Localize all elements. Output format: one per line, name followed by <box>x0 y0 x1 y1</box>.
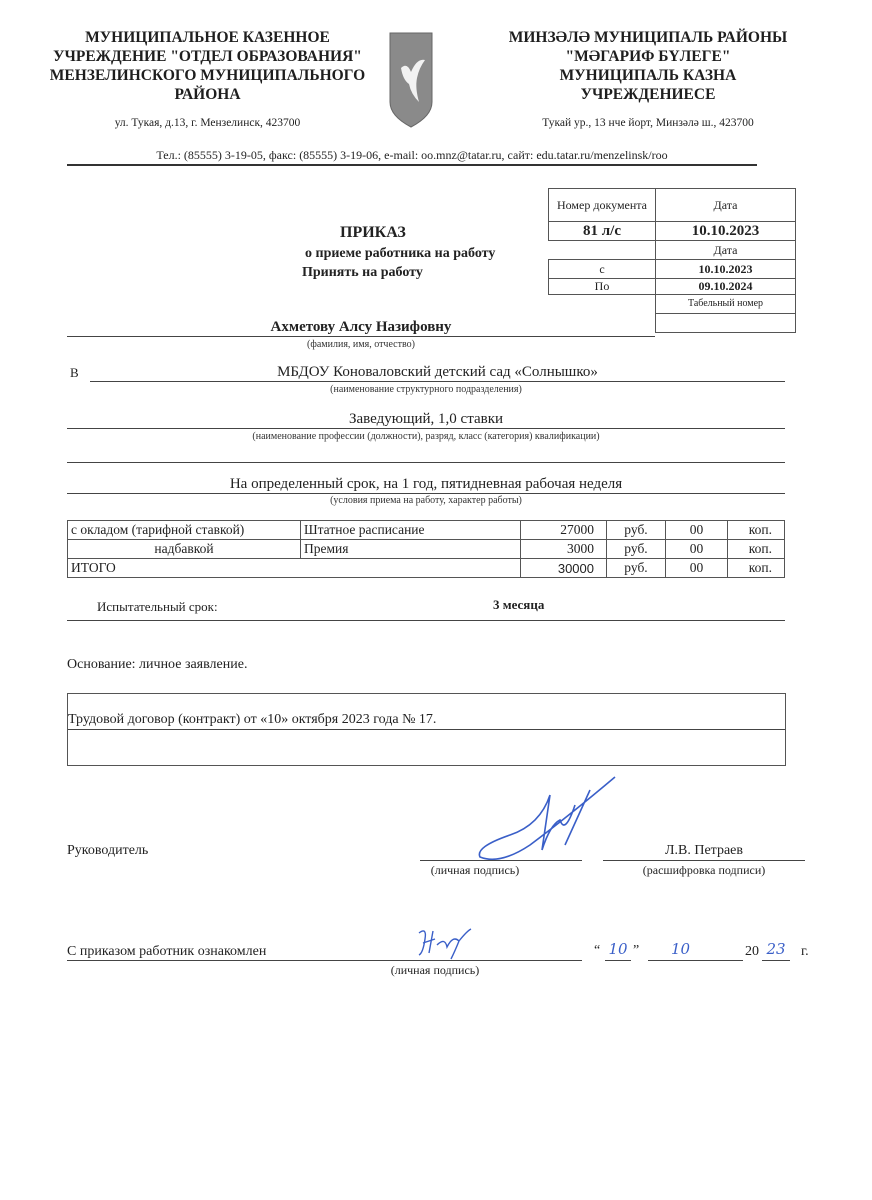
head-signature <box>470 775 620 870</box>
rule <box>67 493 785 494</box>
probation-value: 3 месяца <box>493 597 545 612</box>
tab-number <box>656 313 796 332</box>
salary-basis: Штатное расписание <box>301 521 521 540</box>
right-org-line: МИНЗӘЛӘ МУНИЦИПАЛЬ РАЙОНЫ <box>508 29 788 46</box>
right-address: Тукай ур., 13 нче йорт, Минзәлә ш., 423700 <box>542 117 754 129</box>
salary-kop: 00 <box>666 540 728 559</box>
rule <box>762 960 790 961</box>
contract-text: Трудовой договор (контракт) от «10» октября 2023 года № 17. <box>68 712 437 727</box>
doc-date-label: Дата <box>656 189 796 222</box>
salary-label: надбавкой <box>68 540 301 559</box>
order-action: Принять на работу <box>302 265 423 280</box>
ack-month: 10 <box>670 940 691 958</box>
kop-label: коп. <box>728 521 785 540</box>
basis: Основание: личное заявление. <box>67 657 248 672</box>
rule <box>420 860 582 861</box>
coat-of-arms-icon <box>389 32 433 128</box>
rub-label: руб. <box>607 559 666 578</box>
right-org-line: "МӘГАРИФ БҮЛЕГЕ" <box>565 48 731 65</box>
rule <box>603 860 805 861</box>
left-org-line: РАЙОНА <box>174 86 241 103</box>
head-name-caption: (расшифровка подписи) <box>642 863 766 877</box>
in-label: В <box>70 365 79 380</box>
salary-kop: 00 <box>666 521 728 540</box>
ack-sign-caption: (личная подпись) <box>390 963 480 977</box>
conditions: На определенный срок, на 1 год, пятидневная рабочая неделя <box>229 476 623 492</box>
to-label: По <box>549 279 656 295</box>
doc-number-label: Номер документа <box>549 189 656 222</box>
to-date: 09.10.2024 <box>656 279 796 295</box>
rule <box>90 381 785 382</box>
salary-rub: 30000 <box>521 559 607 578</box>
from-date: 10.10.2023 <box>656 260 796 279</box>
right-org-line: МУНИЦИПАЛЬ КАЗНА <box>559 67 737 84</box>
order-title: ПРИКАЗ <box>340 224 406 241</box>
position-caption: (наименование профессии (должности), разряд, класс (категория) квалификации) <box>252 431 600 442</box>
order-subtitle: о приеме работника на работу <box>305 246 496 261</box>
head-label: Руководитель <box>67 843 149 858</box>
rule <box>67 960 582 961</box>
employee-signature <box>415 925 475 966</box>
ack-year-suffix: 23 <box>766 940 786 958</box>
left-org-line: УЧРЕЖДЕНИЕ "ОТДЕЛ ОБРАЗОВАНИЯ" <box>53 48 362 65</box>
rule <box>67 428 785 429</box>
position: Заведующий, 1,0 ставки <box>348 411 504 427</box>
salary-total-row <box>68 559 785 578</box>
document-info-table <box>548 188 796 333</box>
header-rule <box>67 164 757 166</box>
ack-label: С приказом работник ознакомлен <box>67 944 267 959</box>
right-org-line: УЧРЕЖДЕНИЕСЕ <box>580 86 716 103</box>
ack-day: 10 <box>608 940 628 958</box>
open-quote: “ <box>594 943 601 958</box>
employee-name: Ахметову Алсу Назифовну <box>270 319 452 335</box>
rub-label: руб. <box>607 540 666 559</box>
contract-box <box>67 693 786 766</box>
left-address: ул. Тукая, д.13, г. Мензелинск, 423700 <box>114 117 301 129</box>
probation-label: Испытательный срок: <box>97 599 218 614</box>
rule <box>67 462 785 463</box>
year-label: г. <box>801 944 809 959</box>
from-label: с <box>549 260 656 279</box>
kop-label: коп. <box>728 540 785 559</box>
rule <box>67 620 785 621</box>
left-org-line: МУНИЦИПАЛЬНОЕ КАЗЕННОЕ <box>85 29 330 46</box>
left-org-line: МЕНЗЕЛИНСКОГО МУНИЦИПАЛЬНОГО <box>49 67 366 84</box>
doc-date: 10.10.2023 <box>656 222 796 241</box>
right-org-name <box>480 28 816 104</box>
salary-rub: 27000 <box>521 521 607 540</box>
salary-rub: 3000 <box>521 540 607 559</box>
rule <box>605 960 631 961</box>
doc-number: 81 л/с <box>549 222 656 241</box>
tab-number-label: Табельный номер <box>656 295 796 314</box>
conditions-caption: (условия приема на работу, характер работы) <box>330 495 522 506</box>
ack-year-prefix: 20 <box>745 944 759 959</box>
contacts: Тел.: (85555) 3-19-05, факс: (85555) 3-19-06, e-mail: oo.mnz@tatar.ru, сайт: edu.tatar.ru/menzelinsk/roo <box>156 148 668 162</box>
salary-row <box>68 521 785 540</box>
rule <box>68 729 785 730</box>
period-date-label: Дата <box>656 241 796 260</box>
department: МБДОУ Коноваловский детский сад «Солнышко» <box>277 364 598 380</box>
rub-label: руб. <box>607 521 666 540</box>
close-quote: ” <box>633 943 640 958</box>
salary-label: ИТОГО <box>68 559 521 578</box>
head-sign-caption: (личная подпись) <box>430 863 520 877</box>
salary-row <box>68 540 785 559</box>
rule <box>67 336 655 337</box>
salary-label: с окладом (тарифной ставкой) <box>68 521 301 540</box>
department-caption: (наименование структурного подразделения) <box>330 384 522 395</box>
rule <box>648 960 743 961</box>
head-name: Л.В. Петраев <box>665 843 743 858</box>
name-caption: (фамилия, имя, отчество) <box>307 339 415 350</box>
salary-kop: 00 <box>666 559 728 578</box>
salary-table <box>67 520 785 578</box>
salary-basis: Премия <box>301 540 521 559</box>
kop-label: коп. <box>728 559 785 578</box>
left-org-name <box>40 28 375 104</box>
